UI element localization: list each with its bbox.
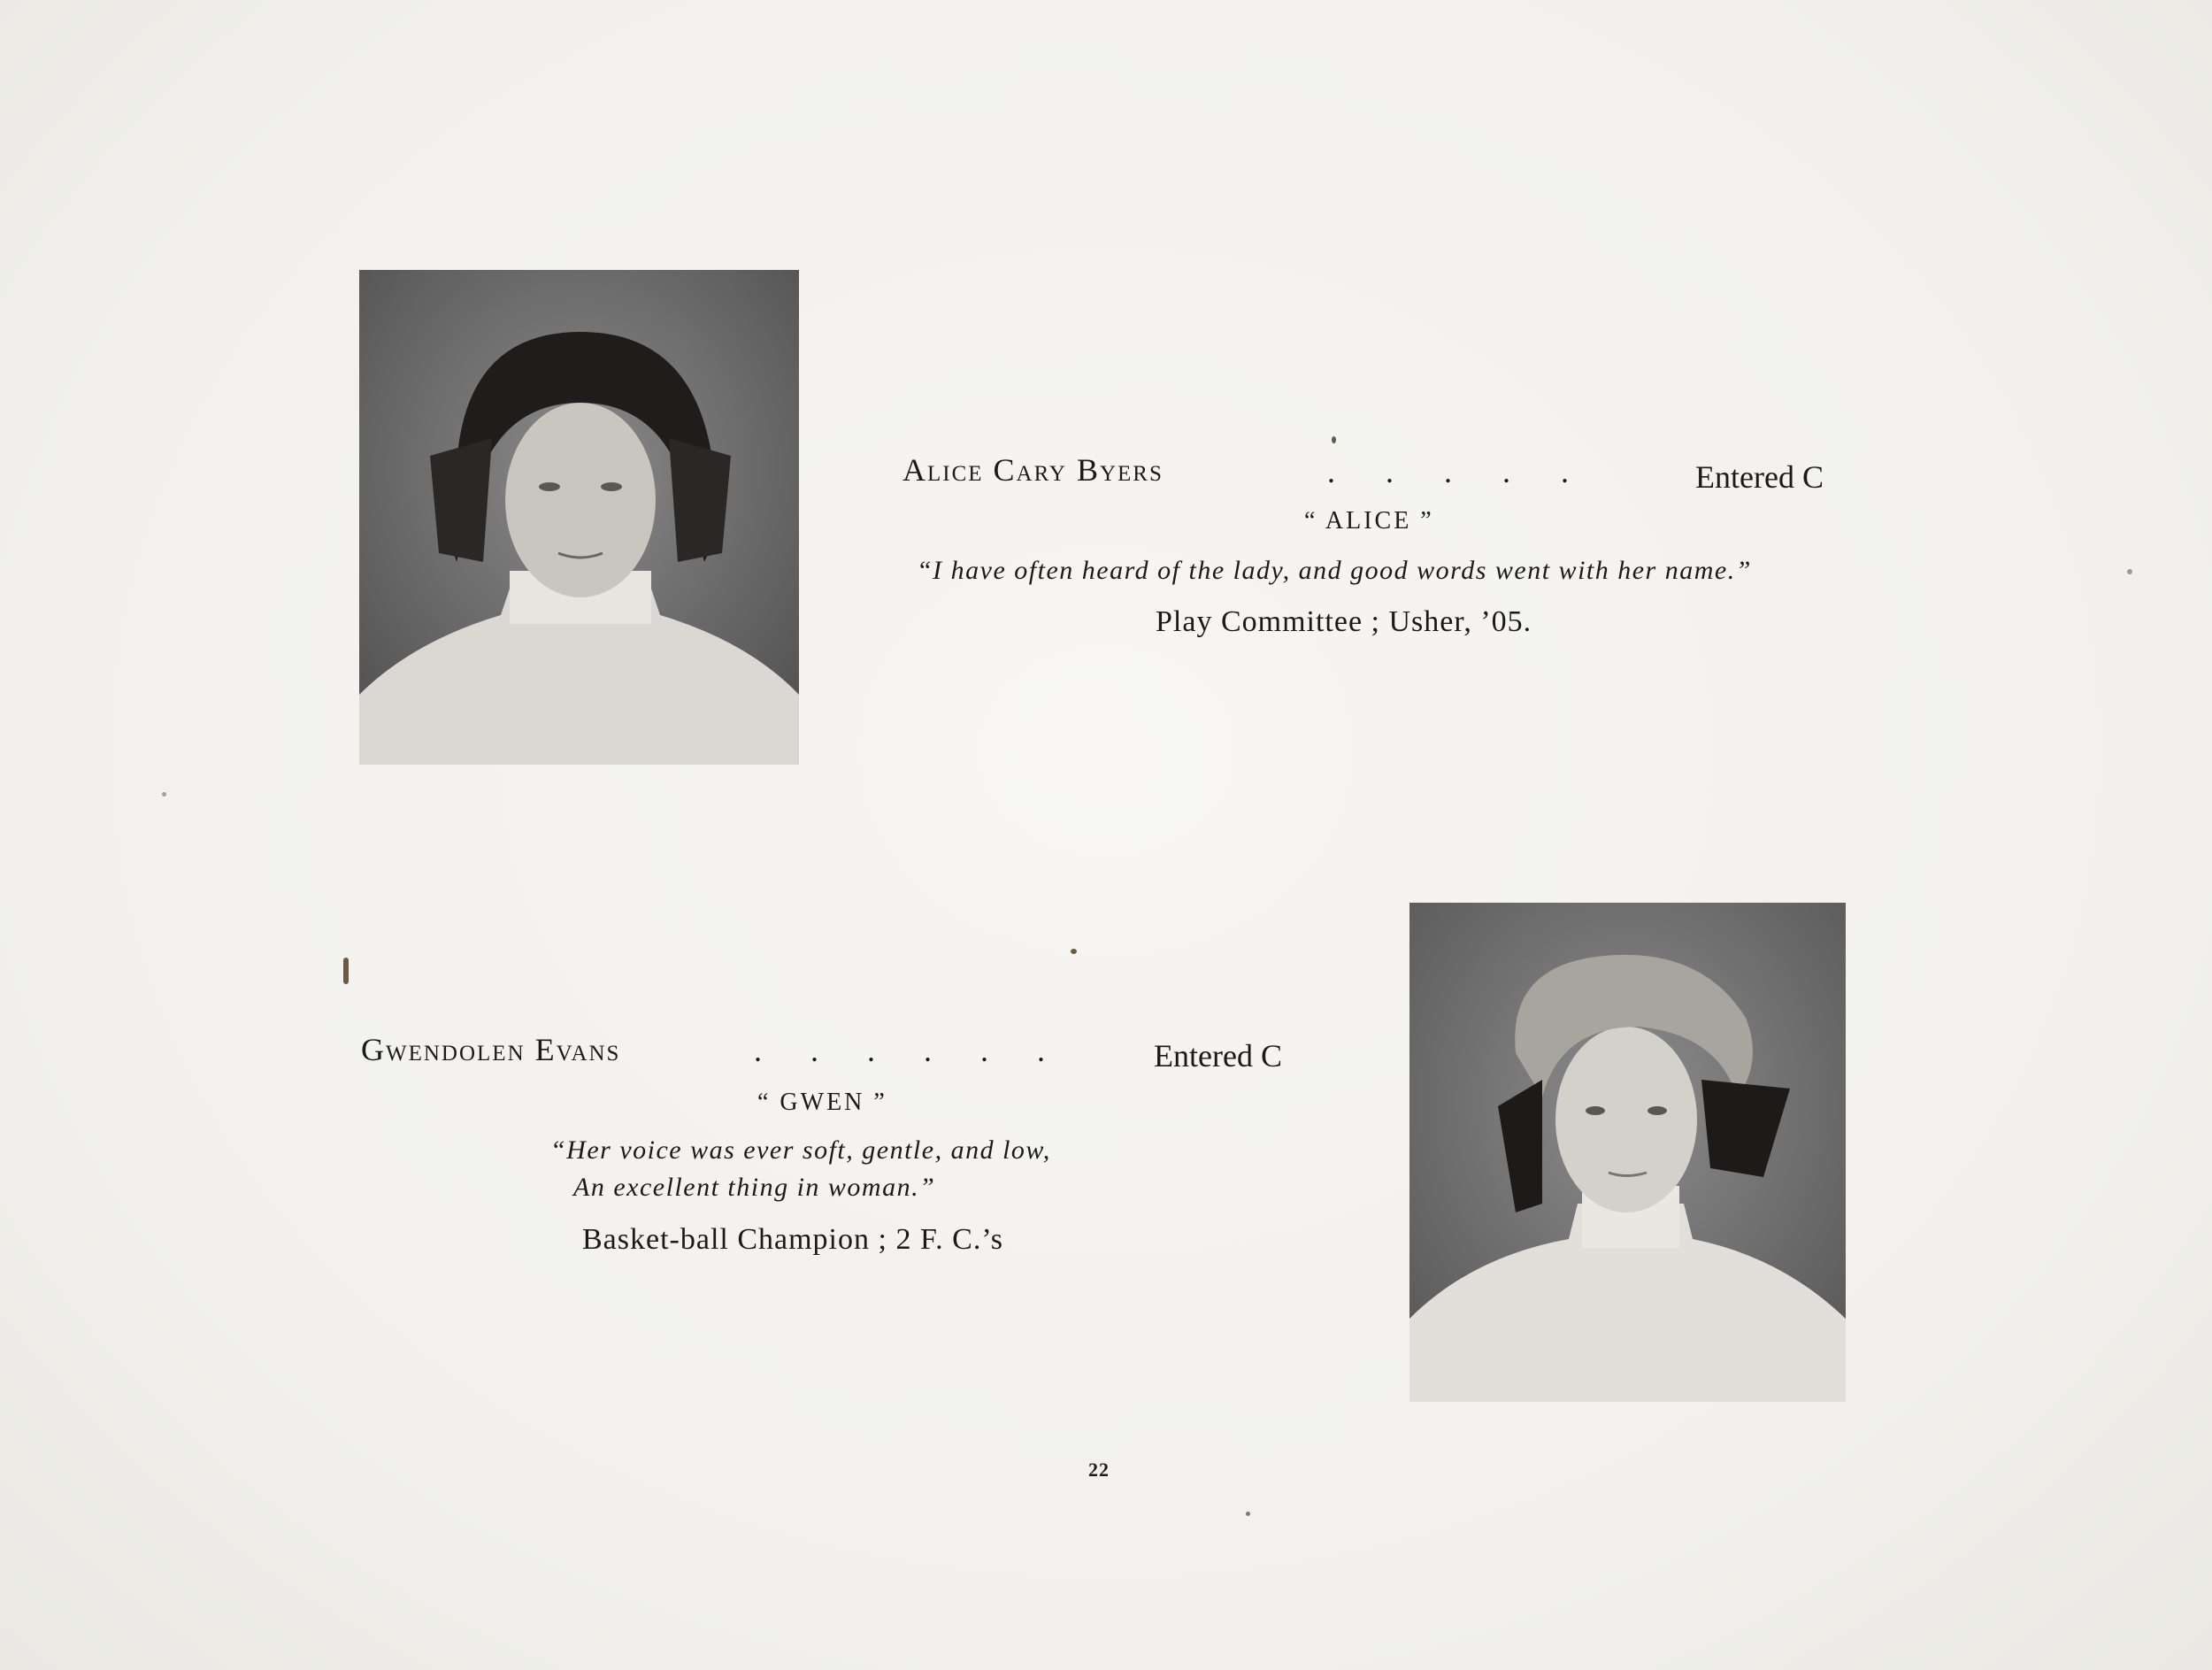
page-number: 22 — [1088, 1458, 1110, 1481]
paper-speck — [1332, 436, 1336, 443]
honors: Basket-ball Champion ; 2 F. C.’s — [582, 1223, 1003, 1256]
honors: Play Committee ; Usher, ’05. — [1156, 605, 1532, 638]
entered-label: Entered C — [1695, 459, 1824, 495]
quote-line: An excellent thing in woman.” — [573, 1173, 936, 1202]
portrait-gwendolen-evans — [1409, 903, 1846, 1402]
paper-speck — [2127, 569, 2132, 574]
paper-speck — [1246, 1512, 1250, 1516]
nickname: “ GWEN ” — [757, 1089, 887, 1116]
paper-speck — [1071, 949, 1077, 954]
portrait-alice-cary-byers — [359, 270, 799, 765]
entry-name: Alice Cary Byers — [902, 452, 1164, 488]
dot-leaders: . . . . . — [1327, 454, 1569, 489]
dot-leaders: . . . . . . — [754, 1033, 1045, 1068]
entry-name: Gwendolen Evans — [361, 1032, 621, 1067]
nickname: “ ALICE ” — [1304, 507, 1434, 535]
paper-speck — [162, 792, 166, 797]
quote-line: “I have often heard of the lady, and good words went with her name.” — [917, 556, 1752, 585]
entered-label: Entered C — [1154, 1038, 1282, 1074]
paper-speck — [343, 958, 349, 984]
quote-line: “Her voice was ever soft, gentle, and low, — [550, 1135, 1051, 1165]
